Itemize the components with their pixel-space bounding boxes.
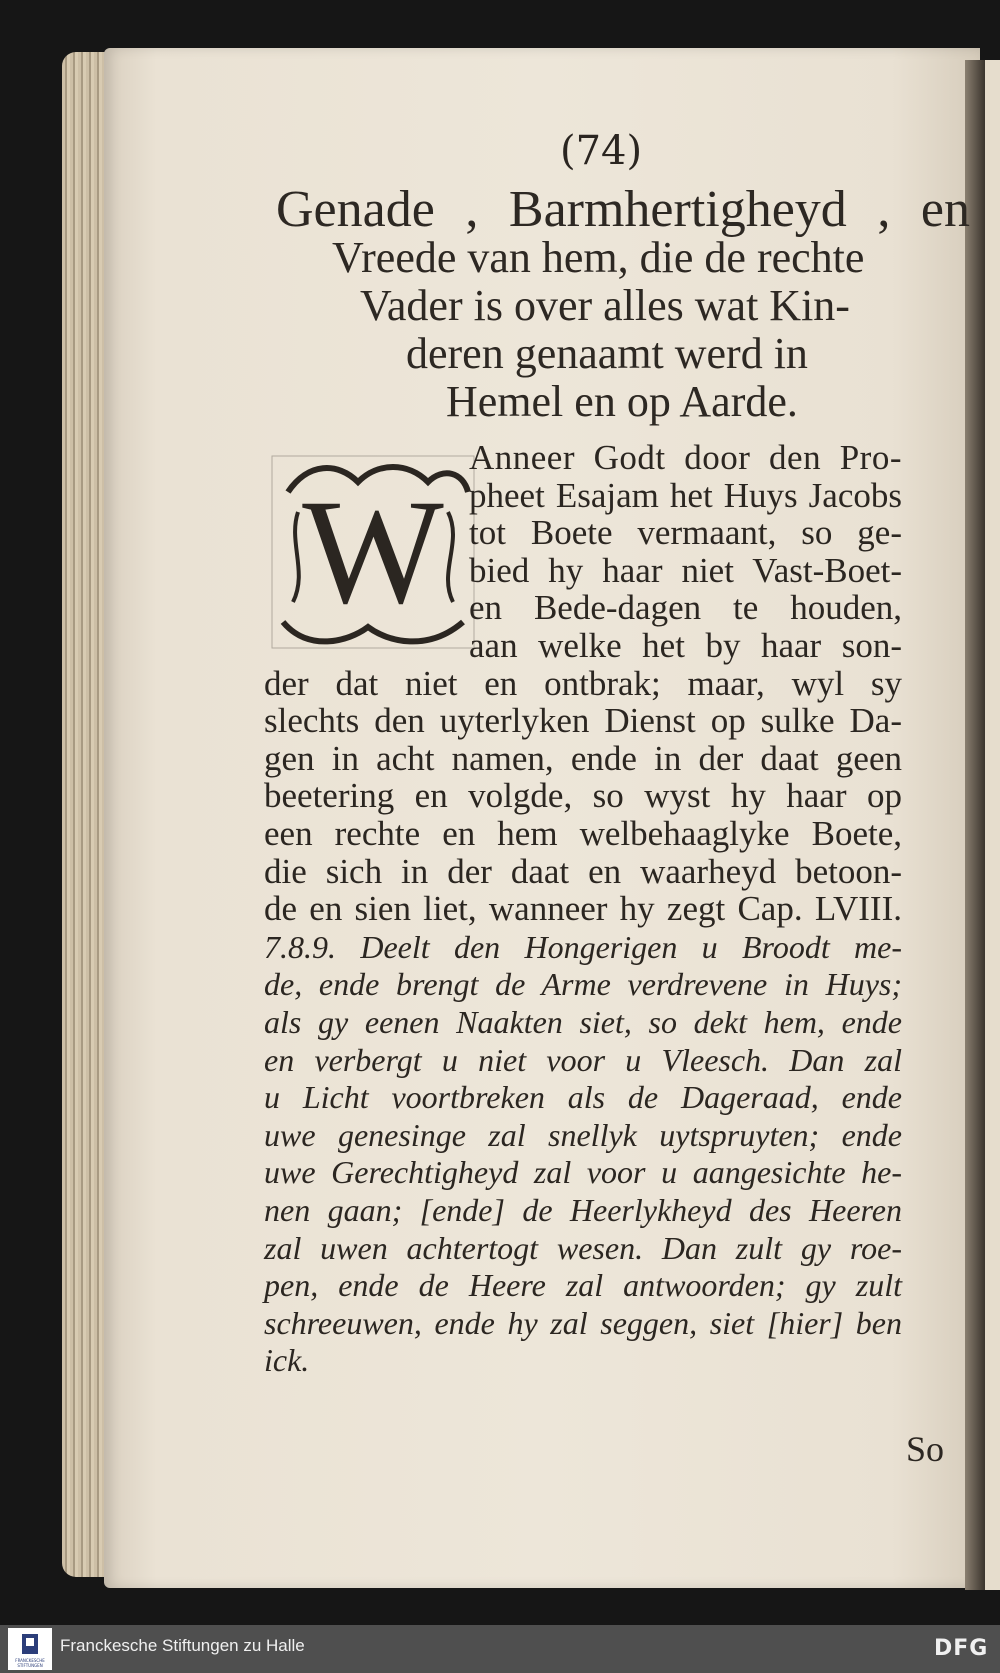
italic-text-line: nen gaan; [ende] de Heerlykheyd des Heeren: [264, 1192, 902, 1228]
italic-text-line: ick.: [264, 1342, 310, 1379]
text-line: bied hy haar niet Vast-Boet-: [469, 550, 902, 590]
dfg-logo: DFG: [934, 1636, 989, 1661]
text-line: een rechte en hem welbehaaglyke Boete,: [264, 814, 902, 853]
franckesche-logo-icon: [8, 1628, 52, 1670]
book-gutter: [965, 60, 985, 1590]
italic-text-line: de, ende brengt de Arme verdrevene in Huys;: [264, 966, 902, 1003]
initial-letter: W: [302, 469, 444, 635]
body-text: [264, 438, 964, 1470]
text-line: beetering en volgde, so wyst hy haar op: [264, 776, 902, 816]
heading-word: Barmhertigheyd: [508, 181, 847, 238]
page-number: (74): [560, 128, 643, 174]
text-line: gen in acht namen, ende in der daat geen: [264, 738, 902, 778]
facing-page-edge: [985, 60, 1000, 1590]
italic-text-line: pen, ende de Heere zal antwoorden; gy zult: [264, 1267, 902, 1304]
italic-text-line: en verbergt u niet voor u Vleesch. Dan zal: [264, 1041, 902, 1078]
text-line: der dat niet en ontbrak; maar, wyl sy: [264, 663, 902, 703]
text-line: Anneer Godt door den Pro-: [469, 438, 902, 477]
text-line: slechts den uyterlyken Dienst op sulke Da-: [264, 701, 902, 741]
italic-text-line: 7.8.9. Deelt den Hongerigen u Broodt me-: [264, 928, 902, 965]
italic-text-line: uwe genesinge zal snellyk uytspruyten; ende: [264, 1116, 902, 1153]
text-line: pheet Esajam het Huys Jacobs: [469, 475, 902, 515]
italic-text-line: zal uwen achtertogt wesen. Dan zult gy roe-: [264, 1229, 902, 1266]
heading-line-4: deren genaamt werd in: [406, 329, 808, 378]
heading-line-3: Vader is over alles wat Kin-: [360, 281, 850, 330]
heading-word: ,: [877, 181, 891, 238]
institution-link[interactable]: Franckesche Stiftungen zu Halle: [60, 1636, 305, 1655]
text-line: en Bede-dagen te houden,: [469, 588, 902, 628]
heading-line-1: [276, 180, 970, 239]
heading-line-5: Hemel en op Aarde.: [446, 377, 798, 426]
text-line: aan welke het by haar son-: [469, 626, 902, 665]
text-line: tot Boete vermaant, so ge-: [469, 513, 902, 553]
heading-line-2: Vreede van hem, die de rechte: [332, 233, 865, 282]
italic-text-line: u Licht voortbreken als de Dageraad, ende: [264, 1079, 902, 1116]
text-line: de en sien liet, wanneer hy zegt Cap. LVIII.: [264, 889, 902, 929]
heading-word: ,: [465, 181, 479, 238]
logo-text: FRANCKESCHE STIFTUNGEN: [15, 1658, 45, 1668]
heading-word: Genade: [276, 181, 435, 238]
italic-text-line: als gy eenen Naakten siet, so dekt hem, ende: [264, 1004, 902, 1040]
heading-word: en: [920, 181, 970, 238]
italic-text-line: uwe Gerechtigheyd zal voor u aangesichte he-: [264, 1154, 902, 1191]
text-line: die sich in der daat en waarheyd betoon-: [264, 851, 902, 891]
italic-text-line: schreeuwen, ende hy zal seggen, siet [hier] ben: [264, 1304, 902, 1341]
catchword: So: [906, 1429, 945, 1469]
